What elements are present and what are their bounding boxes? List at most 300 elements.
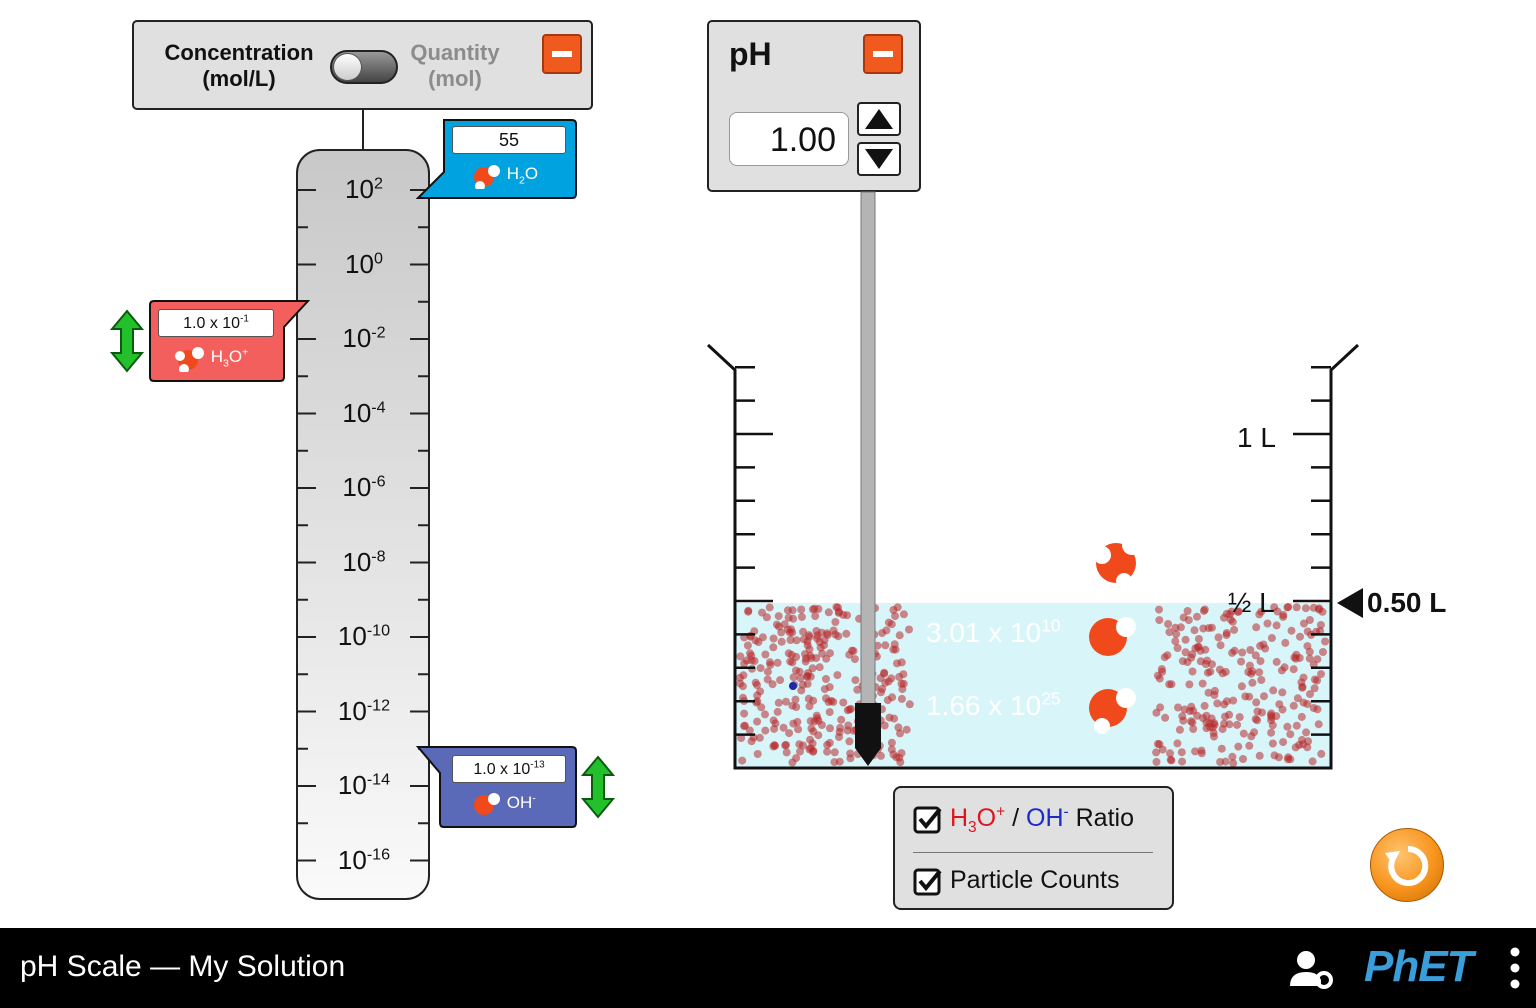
h3o-particle	[757, 703, 765, 711]
h3o-particle	[814, 731, 822, 739]
h3o-particle	[1298, 736, 1306, 744]
h3o-particle	[1153, 758, 1161, 766]
h3o-particle	[739, 682, 747, 690]
h3o-particle	[1231, 647, 1239, 655]
h3o-particle	[1168, 680, 1176, 688]
h3o-particle	[1199, 680, 1207, 688]
h3o-particle	[811, 605, 819, 613]
h3o-particle	[1250, 728, 1258, 736]
h3o-particle	[898, 695, 906, 703]
h3o-particle	[1182, 636, 1190, 644]
h3o-particle	[812, 627, 820, 635]
h3o-particle	[781, 620, 789, 628]
h3o-particle	[1273, 621, 1281, 629]
h3o-particle	[1271, 751, 1279, 759]
h3o-particle	[1186, 707, 1194, 715]
h3o-particle	[1179, 717, 1187, 725]
h3o-particle	[903, 726, 911, 734]
h3o-particle	[1256, 752, 1264, 760]
h3o-particle	[1193, 613, 1201, 621]
scale-tick-label: $10^{-16}$	[337, 844, 391, 875]
h3o-particle	[831, 748, 839, 756]
h3o-particle	[881, 641, 889, 649]
h3o-count-box	[912, 527, 1154, 591]
h3o-particle	[851, 655, 859, 663]
h3o-particle	[892, 646, 900, 654]
h3o-particle	[898, 658, 906, 666]
h3o-particle	[1191, 747, 1199, 755]
h3o-particle	[1201, 606, 1209, 614]
h3o-particle	[1156, 740, 1164, 748]
h3o-particle	[842, 630, 850, 638]
h3o-particle	[1155, 606, 1163, 614]
h3o-particle	[887, 674, 895, 682]
scale-tick-label: $10^{-14}$	[337, 770, 391, 800]
h3o-particle	[898, 685, 906, 693]
h3o-particle	[736, 652, 744, 660]
h3o-particle	[885, 619, 893, 627]
options-panel	[893, 786, 1174, 910]
h3o-particle	[770, 635, 778, 643]
h3o-particle	[1252, 698, 1260, 706]
h3o-particle	[881, 722, 889, 730]
h3o-particle	[1202, 660, 1210, 668]
ph-value-display[interactable]: 1.00	[729, 112, 849, 166]
h3o-particle	[1252, 715, 1260, 723]
h3o-particle	[761, 710, 769, 718]
h3o-particle	[1172, 630, 1180, 638]
h3o-particle	[818, 721, 826, 729]
h3o-particle	[1245, 693, 1253, 701]
h3o-particle	[1156, 675, 1164, 683]
h3o-particle	[783, 748, 791, 756]
h3o-particle	[890, 751, 898, 759]
h3o-particle	[1269, 686, 1277, 694]
beaker-label-1L: 1 L	[1237, 422, 1276, 453]
h3o-particle	[1205, 719, 1213, 727]
h3o-particle	[826, 708, 834, 716]
h3o-particle	[1248, 679, 1256, 687]
oh-value-box: 1.0 x $10^{-13}$	[452, 755, 566, 783]
h3o-particle	[845, 737, 853, 745]
h3o-particle	[1178, 748, 1186, 756]
h3o-particle	[775, 699, 783, 707]
h3o-particle	[823, 741, 831, 749]
h3o-particle	[1273, 658, 1281, 666]
h3o-particle	[792, 667, 800, 675]
h3o-particle	[1290, 702, 1298, 710]
h3o-particle	[1257, 676, 1265, 684]
oh-particle	[789, 682, 797, 690]
h3o-particle	[811, 612, 819, 620]
oh-count-box	[912, 601, 1154, 665]
h3o-particle	[1252, 623, 1260, 631]
h3o-particle	[1225, 720, 1233, 728]
h3o-particle	[833, 671, 841, 679]
h3o-particle	[1171, 637, 1179, 645]
h3o-particle	[1292, 743, 1300, 751]
h3o-particle	[744, 642, 752, 650]
oh-count-mantissa: 3.01 x 10	[926, 617, 1042, 648]
h3o-particle	[1185, 616, 1193, 624]
h3o-particle	[1268, 634, 1276, 642]
scale-tick-label: $10^{-4}$	[342, 397, 386, 428]
h3o-particle	[1296, 633, 1304, 641]
scale-tick-label: $10^{-8}$	[342, 546, 386, 577]
h3o-particle	[1253, 708, 1261, 716]
h3o-particle	[836, 724, 844, 732]
h3o-particle	[1237, 658, 1245, 666]
h3o-particle	[835, 733, 843, 741]
h3o-particle	[746, 649, 754, 657]
h3o-molecule-icon	[1088, 531, 1148, 589]
options-divider	[913, 852, 1153, 853]
h3o-particle	[1216, 758, 1224, 766]
h3o-particle	[1208, 624, 1216, 632]
h3o-particle	[1184, 607, 1192, 615]
h3o-particle	[1268, 713, 1276, 721]
h3o-particle	[1220, 700, 1228, 708]
h3o-particle	[1164, 620, 1172, 628]
h3o-particle	[798, 613, 806, 621]
scale-tick-label: $10^{-10}$	[337, 621, 391, 651]
h3o-particle	[785, 649, 793, 657]
volume-value: 0.50 L	[1367, 587, 1447, 618]
h3o-particle	[769, 643, 777, 651]
h3o-particle	[1230, 626, 1238, 634]
scale-tick-label: $10^{-2}$	[342, 323, 386, 353]
h3o-particle	[1240, 730, 1248, 738]
h3o-particle	[1234, 743, 1242, 751]
h3o-count-exponent: 22	[1041, 541, 1061, 562]
h3o-particle	[1236, 713, 1244, 721]
h3o-particle	[831, 618, 839, 626]
h3o-particle	[822, 675, 830, 683]
h3o-particle	[1228, 753, 1236, 761]
concentration-label[interactable]: Concentration (mol/L)	[164, 40, 314, 91]
h3o-particle	[788, 629, 796, 637]
h3o-particle	[778, 638, 786, 646]
h3o-particle	[1191, 644, 1199, 652]
h3o-particle	[1290, 653, 1298, 661]
h3o-particle	[797, 606, 805, 614]
h3o-particle	[1210, 733, 1218, 741]
h3o-particle	[797, 686, 805, 694]
h3o-particle	[1302, 604, 1310, 612]
h3o-particle	[1195, 635, 1203, 643]
h3o-particle	[1264, 620, 1272, 628]
h3o-particle	[1269, 740, 1277, 748]
h3o-particle	[886, 714, 894, 722]
h3o-particle	[1246, 662, 1254, 670]
h3o-particle	[752, 679, 760, 687]
h3o-particle	[1256, 642, 1264, 650]
h2o-count-mantissa: 1.66 x 10	[926, 690, 1042, 721]
h3o-particle	[837, 716, 845, 724]
h3o-particle	[882, 626, 890, 634]
ratio-checkbox-icon[interactable]	[913, 804, 943, 834]
h3o-particle	[801, 650, 809, 658]
h3o-particle	[848, 647, 856, 655]
h3o-particle	[763, 613, 771, 621]
h3o-particle	[1223, 629, 1231, 637]
phet-logo[interactable]: PhET	[1364, 942, 1473, 991]
navigation-bar	[0, 928, 1536, 1008]
h3o-particle	[799, 628, 807, 636]
sim-title: pH Scale — My Solution	[20, 950, 346, 983]
h3o-particle	[766, 658, 774, 666]
h3o-particle	[1269, 721, 1277, 729]
h3o-particle	[1182, 648, 1190, 656]
particle-counts-checkbox-row[interactable]: Particle Counts	[913, 866, 1119, 896]
h3o-particle	[1216, 666, 1224, 674]
oh-label: OH-	[472, 789, 536, 817]
h3o-particle	[1191, 626, 1199, 634]
h3o-particle	[1221, 713, 1229, 721]
h3o-particle	[1187, 717, 1195, 725]
h3o-particle	[1293, 722, 1301, 730]
h3o-particle	[1283, 723, 1291, 731]
h2o-count-box	[912, 674, 1154, 738]
h3o-particle	[1281, 639, 1289, 647]
beaker-label-half-L: ½ L	[1228, 587, 1275, 618]
h3o-particle	[1309, 757, 1317, 765]
h3o-particle	[851, 676, 859, 684]
h3o-particle	[776, 676, 784, 684]
h3o-particle	[789, 615, 797, 623]
h3o-particle	[1165, 628, 1173, 636]
h3o-particle	[1245, 742, 1253, 750]
h3o-particle	[896, 631, 904, 639]
h3o-particle	[761, 651, 769, 659]
h3o-count-mantissa: 3.01 x 10	[926, 543, 1042, 574]
h3o-particle	[739, 671, 747, 679]
h3o-particle	[826, 649, 834, 657]
h3o-particle	[792, 754, 800, 762]
h3o-particle	[1213, 699, 1221, 707]
h3o-particle	[1315, 720, 1323, 728]
h3o-particle	[1239, 755, 1247, 763]
h3o-particle	[813, 712, 821, 720]
scale-tick-label: $10^0$	[345, 248, 383, 279]
h3o-particle	[802, 658, 810, 666]
h2o-molecule-icon	[1084, 678, 1144, 736]
h3o-particle	[888, 693, 896, 701]
h3o-particle	[1294, 694, 1302, 702]
h3o-particle	[774, 708, 782, 716]
h3o-particle	[829, 698, 837, 706]
h3o-particle	[773, 621, 781, 629]
h3o-particle	[816, 663, 824, 671]
ratio-checkbox-row[interactable]: $H_3O^+ / OH^-$ Ratio	[913, 804, 1134, 834]
h3o-particle	[896, 729, 904, 737]
h3o-particle	[1189, 668, 1197, 676]
h3o-particle	[806, 746, 814, 754]
h3o-particle	[809, 697, 817, 705]
h3o-particle	[1217, 641, 1225, 649]
h3o-particle	[1306, 655, 1314, 663]
h3o-particle	[807, 725, 815, 733]
h3o-particle	[1298, 713, 1306, 721]
h3o-particle	[1219, 725, 1227, 733]
h3o-particle	[1303, 642, 1311, 650]
scale-tick-label: $10^{-12}$	[337, 695, 391, 726]
h3o-particle	[756, 687, 764, 695]
h3o-particle	[766, 603, 774, 611]
h3o-particle	[1177, 623, 1185, 631]
h3o-particle	[1198, 749, 1206, 757]
h3o-particle	[740, 710, 748, 718]
h3o-particle	[1174, 704, 1182, 712]
h3o-particle	[1279, 706, 1287, 714]
h3o-particle	[846, 750, 854, 758]
h3o-particle	[1218, 745, 1226, 753]
h3o-particle	[821, 636, 829, 644]
h3o-particle	[1281, 663, 1289, 671]
h3o-particle	[1167, 756, 1175, 764]
scale-tick-label: $10^2$	[345, 174, 383, 204]
h2o-count-exponent: 25	[1041, 688, 1061, 709]
h3o-particle	[835, 608, 843, 616]
h3o-particle	[1176, 726, 1184, 734]
volume-indicator-arrow-icon	[1337, 588, 1363, 618]
h3o-particle	[1152, 748, 1160, 756]
h3o-particle	[1311, 684, 1319, 692]
h3o-particle	[769, 680, 777, 688]
h3o-particle	[843, 611, 851, 619]
h3o-particle	[807, 717, 815, 725]
h3o-particle	[1211, 687, 1219, 695]
quantity-label[interactable]: Quantity (mol)	[410, 40, 500, 91]
h3o-particle	[775, 612, 783, 620]
h2o-value-box: 55	[452, 126, 566, 154]
h3o-particle	[740, 722, 748, 730]
h3o-particle	[839, 699, 847, 707]
scale-tick-label: $10^{-6}$	[342, 472, 386, 502]
h3o-particle	[1155, 616, 1163, 624]
h3o-particle	[830, 758, 838, 766]
h3o-particle	[1189, 725, 1197, 733]
h3o-particle	[1267, 729, 1275, 737]
h3o-particle	[1313, 655, 1321, 663]
h3o-particle	[759, 633, 767, 641]
h3o-value-box: 1.0 x $10^{-1}$	[158, 309, 274, 337]
h3o-particle	[845, 706, 853, 714]
h3o-particle	[738, 757, 746, 765]
h3o-particle	[1284, 755, 1292, 763]
h3o-particle	[1300, 620, 1308, 628]
h3o-particle	[1201, 702, 1209, 710]
h3o-particle	[1173, 739, 1181, 747]
h3o-particle	[1313, 677, 1321, 685]
h3o-particle	[877, 674, 885, 682]
h3o-particle	[761, 727, 769, 735]
h3o-label: $H_3O^+$	[174, 343, 248, 371]
h3o-particle	[1293, 603, 1301, 611]
h3o-particle	[826, 724, 834, 732]
h3o-particle	[1238, 682, 1246, 690]
h3o-particle	[1319, 648, 1327, 656]
h3o-particle	[813, 635, 821, 643]
h3o-particle	[1161, 714, 1169, 722]
h3o-particle	[788, 702, 796, 710]
h3o-particle	[1279, 738, 1287, 746]
more-menu-icon[interactable]	[1508, 946, 1522, 990]
h3o-particle	[1204, 669, 1212, 677]
h3o-particle	[900, 610, 908, 618]
h3o-particle	[781, 741, 789, 749]
h3o-particle	[1174, 644, 1182, 652]
h3o-particle	[831, 631, 839, 639]
h3o-particle	[757, 664, 765, 672]
h3o-particle	[1238, 649, 1246, 657]
h3o-particle	[1233, 721, 1241, 729]
h3o-particle	[780, 724, 788, 732]
h3o-particle	[786, 657, 794, 665]
h3o-particle	[789, 720, 797, 728]
h3o-particle	[844, 727, 852, 735]
h3o-particle	[1255, 668, 1263, 676]
h3o-particle	[1284, 603, 1292, 611]
h3o-particle	[1302, 728, 1310, 736]
h3o-particle	[825, 608, 833, 616]
reset-icon	[1371, 829, 1445, 903]
h3o-particle	[793, 636, 801, 644]
h3o-particle	[1215, 633, 1223, 641]
h3o-particle	[896, 758, 904, 766]
h3o-particle	[1246, 646, 1254, 654]
h3o-particle	[1317, 750, 1325, 758]
h3o-particle	[803, 638, 811, 646]
h3o-particle	[804, 680, 812, 688]
oh-count-exponent: 10	[1041, 615, 1061, 636]
h3o-particle	[1158, 665, 1166, 673]
h3o-particle	[1179, 657, 1187, 665]
h3o-particle	[1286, 730, 1294, 738]
h2o-label: $H_2O$	[472, 160, 538, 188]
h3o-particle	[764, 668, 772, 676]
h3o-particle	[1185, 680, 1193, 688]
h3o-particle	[1290, 665, 1298, 673]
preferences-user-icon[interactable]	[1288, 946, 1336, 990]
h3o-particle	[769, 743, 777, 751]
h3o-particle	[1260, 692, 1268, 700]
h3o-particle	[748, 656, 756, 664]
ph-probe-rod[interactable]	[861, 192, 875, 704]
oh-molecule-icon	[1084, 607, 1144, 665]
h3o-particle	[899, 670, 907, 678]
h3o-particle	[774, 659, 782, 667]
h3o-particle	[1278, 688, 1286, 696]
h3o-particle	[1304, 628, 1312, 636]
h3o-particle	[1163, 651, 1171, 659]
h3o-particle	[770, 725, 778, 733]
h3o-particle	[1321, 638, 1329, 646]
particle-counts-checkbox-icon[interactable]	[913, 866, 943, 896]
h3o-particle	[770, 716, 778, 724]
ph-meter-title: pH	[729, 36, 772, 72]
h3o-particle	[1178, 758, 1186, 766]
h3o-particle	[744, 608, 752, 616]
h3o-particle	[823, 748, 831, 756]
h3o-particle	[754, 750, 762, 758]
h3o-particle	[1279, 611, 1287, 619]
reset-all-button[interactable]	[1370, 828, 1444, 902]
h3o-particle	[1229, 697, 1237, 705]
h3o-particle	[753, 718, 761, 726]
h3o-particle	[804, 672, 812, 680]
h3o-particle	[1310, 704, 1318, 712]
